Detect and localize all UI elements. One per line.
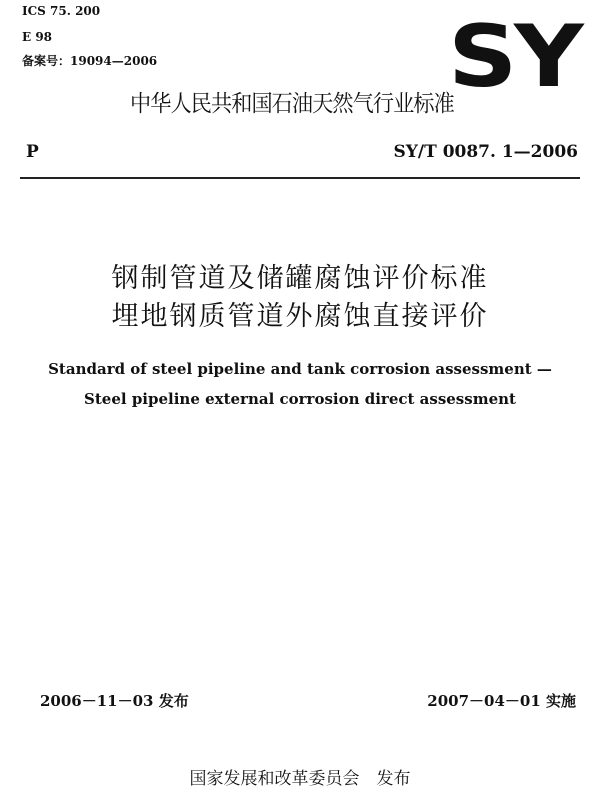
standard-category: P: [26, 142, 39, 162]
ics-code: ICS 75. 200: [22, 4, 101, 18]
issuing-authority: 国家发展和改革委员会 发布: [189, 769, 411, 789]
title-cn-block: [0, 262, 600, 334]
standard-number: SY/T 0087. 1—2006: [393, 142, 578, 162]
classification-code: E 98: [22, 30, 53, 44]
implementation-date: 2007－04－01 实施: [427, 692, 576, 710]
title-en-line-1: Standard of steel pipeline and tank corrosion assessment —: [48, 360, 552, 378]
issue-date: 2006－11－03 发布: [40, 692, 189, 710]
registration-number: 备案号：19094—2006: [22, 54, 158, 68]
sy-logo: SY: [448, 7, 581, 107]
title-en-block: [0, 358, 600, 418]
header-divider: [20, 177, 580, 179]
title-cn-line-2: 埋地钢质管道外腐蚀直接评价: [111, 301, 489, 332]
title-en-line-2: Steel pipeline external corrosion direct assessment: [84, 390, 516, 408]
industry-standard-title: 中华人民共和国石油天然气行业标准: [130, 91, 454, 117]
title-cn-line-1: 钢制管道及储罐腐蚀评价标准: [111, 263, 489, 294]
